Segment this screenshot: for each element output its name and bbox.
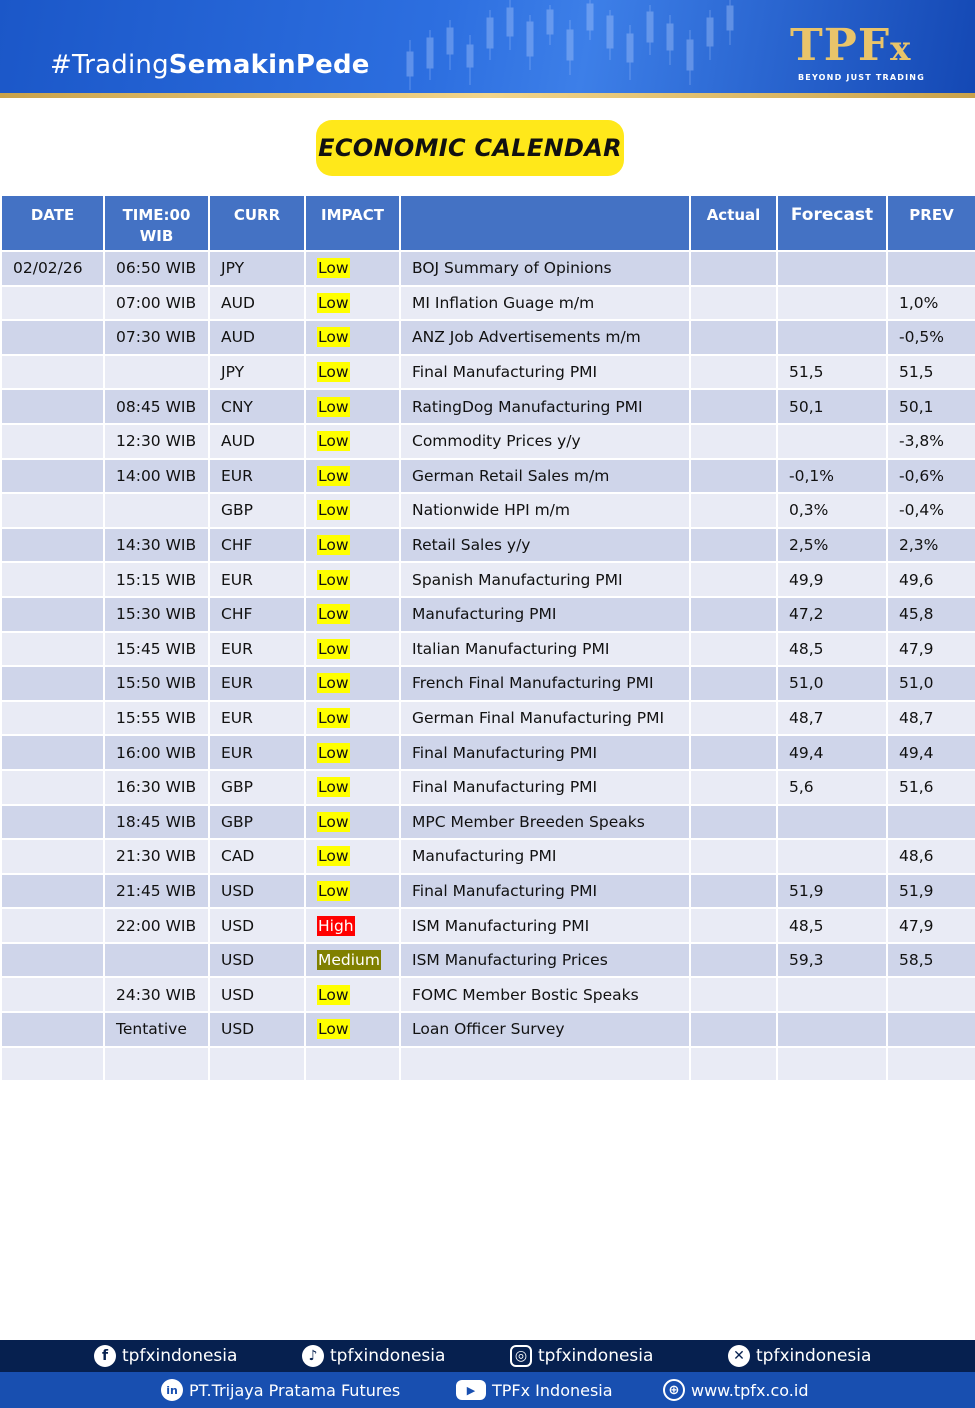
logo-word: TPF (790, 20, 891, 71)
table-row (1, 839, 975, 874)
cell-actual (690, 562, 777, 597)
cell-curr: GBP (209, 770, 305, 805)
cell-prev: 51,5 (887, 355, 975, 390)
cell-time (104, 493, 209, 528)
x-twitter-handle: tpfxindonesia (756, 1346, 872, 1366)
logo-x: x (890, 29, 912, 69)
cell-forecast (777, 320, 887, 355)
cell-event: ISM Manufacturing PMI (400, 908, 690, 943)
cell-impact (305, 355, 400, 390)
cell-date (1, 597, 104, 632)
cell-date (1, 528, 104, 563)
impact-badge: Low (318, 812, 349, 831)
cell-forecast: 49,9 (777, 562, 887, 597)
cell-prev (887, 805, 975, 840)
cell-event: German Final Manufacturing PMI (400, 701, 690, 736)
cell-actual (690, 1012, 777, 1047)
table-row (1, 320, 975, 355)
impact-badge: Low (318, 570, 349, 589)
cell-time: 16:30 WIB (104, 770, 209, 805)
cell-actual (690, 977, 777, 1012)
cell-curr: EUR (209, 459, 305, 494)
cell-date (1, 562, 104, 597)
impact-badge: Low (318, 363, 349, 382)
cell-event: German Retail Sales m/m (400, 459, 690, 494)
impact-badge: Low (318, 605, 349, 624)
cell-prev: 48,7 (887, 701, 975, 736)
cell-forecast: 59,3 (777, 943, 887, 978)
cell-forecast (777, 251, 887, 286)
cell-actual (690, 597, 777, 632)
cell-forecast (777, 1047, 887, 1082)
cell-event: Final Manufacturing PMI (400, 770, 690, 805)
cell-curr: GBP (209, 493, 305, 528)
impact-badge: Low (318, 397, 349, 416)
cell-date (1, 666, 104, 701)
cell-actual (690, 735, 777, 770)
cell-impact (305, 770, 400, 805)
cell-impact (305, 1012, 400, 1047)
cell-date (1, 389, 104, 424)
cell-event: RatingDog Manufacturing PMI (400, 389, 690, 424)
cell-impact (305, 735, 400, 770)
table-body (1, 251, 975, 1081)
cell-prev: 2,3% (887, 528, 975, 563)
cell-forecast: 0,3% (777, 493, 887, 528)
cell-event: Italian Manufacturing PMI (400, 632, 690, 667)
cell-date (1, 908, 104, 943)
header-banner (0, 0, 975, 98)
cell-prev: -0,6% (887, 459, 975, 494)
cell-actual (690, 943, 777, 978)
cell-prev: 47,9 (887, 632, 975, 667)
cell-actual (690, 424, 777, 459)
cell-curr: CHF (209, 597, 305, 632)
cell-time: 07:30 WIB (104, 320, 209, 355)
cell-impact (305, 666, 400, 701)
instagram-handle: tpfxindonesia (538, 1346, 654, 1366)
cell-prev: 47,9 (887, 908, 975, 943)
table-row (1, 977, 975, 1012)
youtube-icon: ▶ (456, 1380, 486, 1400)
table-header-row (1, 195, 975, 251)
cell-prev: 49,4 (887, 735, 975, 770)
cell-curr: JPY (209, 251, 305, 286)
cell-prev: 49,6 (887, 562, 975, 597)
cell-prev: -0,4% (887, 493, 975, 528)
page-title: ECONOMIC CALENDAR (316, 120, 624, 176)
table-row (1, 874, 975, 909)
cell-actual (690, 528, 777, 563)
cell-curr: USD (209, 908, 305, 943)
cell-time: 16:00 WIB (104, 735, 209, 770)
impact-badge: Low (318, 847, 349, 866)
cell-actual (690, 805, 777, 840)
cell-curr (209, 1047, 305, 1082)
hashtag-bold: SemakinPede (168, 50, 370, 80)
cell-event: French Final Manufacturing PMI (400, 666, 690, 701)
table-row (1, 562, 975, 597)
cell-impact (305, 908, 400, 943)
cell-impact (305, 701, 400, 736)
cell-event: Final Manufacturing PMI (400, 355, 690, 390)
youtube-label: TPFx Indonesia (492, 1380, 613, 1400)
cell-forecast (777, 805, 887, 840)
cell-date (1, 1012, 104, 1047)
cell-curr: AUD (209, 424, 305, 459)
table-row (1, 1047, 975, 1082)
cell-actual (690, 701, 777, 736)
cell-prev: 51,6 (887, 770, 975, 805)
instagram-icon: ◎ (510, 1345, 532, 1367)
cell-impact (305, 597, 400, 632)
cell-forecast (777, 424, 887, 459)
footer-x-twitter[interactable] (728, 1345, 871, 1367)
cell-date (1, 424, 104, 459)
cell-impact (305, 320, 400, 355)
cell-curr: AUD (209, 320, 305, 355)
cell-time (104, 943, 209, 978)
table-row (1, 943, 975, 978)
cell-curr: CNY (209, 389, 305, 424)
cell-curr: AUD (209, 286, 305, 321)
impact-badge: Low (318, 639, 349, 658)
cell-curr: GBP (209, 805, 305, 840)
cell-impact (305, 424, 400, 459)
footer-instagram[interactable] (510, 1345, 653, 1367)
cell-impact (305, 286, 400, 321)
table-row (1, 632, 975, 667)
hashtag-slogan (50, 50, 370, 80)
cell-curr: CAD (209, 839, 305, 874)
facebook-handle: tpfxindonesia (122, 1346, 238, 1366)
cell-prev (887, 977, 975, 1012)
cell-actual (690, 908, 777, 943)
impact-badge: Low (318, 1020, 349, 1039)
cell-date (1, 286, 104, 321)
cell-forecast: -0,1% (777, 459, 887, 494)
cell-time: 21:45 WIB (104, 874, 209, 909)
footer-linkedin[interactable] (161, 1379, 400, 1401)
cell-actual (690, 459, 777, 494)
cell-curr: EUR (209, 632, 305, 667)
footer-youtube[interactable] (456, 1380, 613, 1400)
cell-date (1, 320, 104, 355)
cell-forecast: 5,6 (777, 770, 887, 805)
cell-impact (305, 1047, 400, 1082)
column-header-date: DATE (1, 195, 104, 251)
cell-time: 15:15 WIB (104, 562, 209, 597)
cell-actual (690, 355, 777, 390)
cell-event: MI Inflation Guage m/m (400, 286, 690, 321)
footer-links-bar (0, 1372, 975, 1408)
cell-prev: 51,0 (887, 666, 975, 701)
time-header-line1: TIME:00 (122, 206, 191, 224)
cell-event: ISM Manufacturing Prices (400, 943, 690, 978)
cell-date (1, 805, 104, 840)
cell-curr: USD (209, 943, 305, 978)
cell-impact (305, 632, 400, 667)
impact-badge: Low (318, 881, 349, 900)
cell-date (1, 770, 104, 805)
table-row (1, 666, 975, 701)
impact-badge: Low (318, 709, 349, 728)
tiktok-handle: tpfxindonesia (330, 1346, 446, 1366)
column-header-event (400, 195, 690, 251)
cell-date (1, 1047, 104, 1082)
footer-website[interactable] (663, 1379, 808, 1401)
column-header-currency: CURR (209, 195, 305, 251)
cell-impact (305, 943, 400, 978)
cell-time: 15:50 WIB (104, 666, 209, 701)
table-row (1, 770, 975, 805)
table-row (1, 1012, 975, 1047)
cell-event: Loan Officer Survey (400, 1012, 690, 1047)
cell-event: Spanish Manufacturing PMI (400, 562, 690, 597)
cell-time: 21:30 WIB (104, 839, 209, 874)
cell-time: 18:45 WIB (104, 805, 209, 840)
cell-time: 12:30 WIB (104, 424, 209, 459)
candlestick-decoration (400, 0, 760, 98)
cell-actual (690, 632, 777, 667)
cell-date (1, 459, 104, 494)
table-row (1, 251, 975, 286)
cell-forecast (777, 286, 887, 321)
impact-badge: Low (318, 778, 349, 797)
cell-time: 15:30 WIB (104, 597, 209, 632)
cell-curr: USD (209, 1012, 305, 1047)
footer-facebook[interactable] (94, 1345, 237, 1367)
cell-prev: -0,5% (887, 320, 975, 355)
impact-badge: Low (318, 466, 349, 485)
cell-date (1, 943, 104, 978)
cell-impact (305, 839, 400, 874)
cell-impact (305, 977, 400, 1012)
logo-tagline: BEYOND JUST TRADING (798, 73, 925, 82)
cell-impact (305, 528, 400, 563)
cell-time: 06:50 WIB (104, 251, 209, 286)
cell-date (1, 977, 104, 1012)
cell-actual (690, 839, 777, 874)
cell-time: 22:00 WIB (104, 908, 209, 943)
tpfx-logo (790, 20, 940, 82)
cell-event: Manufacturing PMI (400, 597, 690, 632)
cell-event: Manufacturing PMI (400, 839, 690, 874)
cell-forecast: 48,7 (777, 701, 887, 736)
cell-date (1, 839, 104, 874)
cell-date (1, 632, 104, 667)
column-header-forecast: Forecast (777, 195, 887, 251)
cell-time: 24:30 WIB (104, 977, 209, 1012)
impact-badge: Low (318, 985, 349, 1004)
cell-date (1, 735, 104, 770)
cell-forecast: 51,0 (777, 666, 887, 701)
cell-actual (690, 1047, 777, 1082)
cell-actual (690, 770, 777, 805)
cell-event: ANZ Job Advertisements m/m (400, 320, 690, 355)
cell-curr: JPY (209, 355, 305, 390)
cell-forecast: 51,5 (777, 355, 887, 390)
cell-time (104, 1047, 209, 1082)
cell-curr: EUR (209, 562, 305, 597)
cell-impact (305, 874, 400, 909)
cell-curr: EUR (209, 666, 305, 701)
table-row (1, 735, 975, 770)
cell-curr: USD (209, 874, 305, 909)
globe-icon: ⊕ (663, 1379, 685, 1401)
cell-impact (305, 805, 400, 840)
facebook-icon: f (94, 1345, 116, 1367)
cell-time: 08:45 WIB (104, 389, 209, 424)
cell-date (1, 355, 104, 390)
table-row (1, 528, 975, 563)
website-label: www.tpfx.co.id (691, 1380, 809, 1400)
impact-badge: Low (318, 328, 349, 347)
impact-badge: High (318, 916, 354, 935)
cell-prev: 48,6 (887, 839, 975, 874)
cell-actual (690, 251, 777, 286)
cell-curr: CHF (209, 528, 305, 563)
column-header-impact: IMPACT (305, 195, 400, 251)
cell-forecast (777, 839, 887, 874)
cell-time (104, 355, 209, 390)
cell-prev: 58,5 (887, 943, 975, 978)
cell-prev: 1,0% (887, 286, 975, 321)
cell-impact (305, 562, 400, 597)
table-row (1, 286, 975, 321)
table-row (1, 355, 975, 390)
cell-event: FOMC Member Bostic Speaks (400, 977, 690, 1012)
linkedin-label: PT.Trijaya Pratama Futures (189, 1380, 401, 1400)
footer-tiktok[interactable] (302, 1345, 445, 1367)
table-row (1, 908, 975, 943)
table-row (1, 424, 975, 459)
cell-actual (690, 493, 777, 528)
cell-prev (887, 1012, 975, 1047)
cell-forecast: 48,5 (777, 908, 887, 943)
impact-badge: Low (318, 432, 349, 451)
cell-event: Nationwide HPI m/m (400, 493, 690, 528)
hashtag-prefix: #Trading (50, 50, 169, 80)
table-row (1, 597, 975, 632)
cell-forecast (777, 1012, 887, 1047)
impact-badge: Low (318, 501, 349, 520)
linkedin-icon: in (161, 1379, 183, 1401)
table-row (1, 459, 975, 494)
impact-badge: Low (318, 674, 349, 693)
cell-time: 15:45 WIB (104, 632, 209, 667)
cell-event (400, 1047, 690, 1082)
column-header-actual: Actual (690, 195, 777, 251)
footer-social-bar (0, 1340, 975, 1372)
cell-impact (305, 459, 400, 494)
cell-forecast: 49,4 (777, 735, 887, 770)
tiktok-icon: ♪ (302, 1345, 324, 1367)
column-header-prev: PREV (887, 195, 975, 251)
impact-badge: Low (318, 293, 349, 312)
cell-prev (887, 1047, 975, 1082)
cell-curr: USD (209, 977, 305, 1012)
cell-event: Retail Sales y/y (400, 528, 690, 563)
cell-date (1, 701, 104, 736)
table-row (1, 389, 975, 424)
cell-prev: 50,1 (887, 389, 975, 424)
cell-forecast: 50,1 (777, 389, 887, 424)
cell-forecast (777, 977, 887, 1012)
gold-divider (0, 93, 975, 98)
cell-actual (690, 874, 777, 909)
time-header-line2: WIB (139, 227, 174, 245)
cell-date (1, 493, 104, 528)
cell-actual (690, 666, 777, 701)
cell-impact (305, 251, 400, 286)
cell-date (1, 874, 104, 909)
cell-curr: EUR (209, 701, 305, 736)
cell-event: Commodity Prices y/y (400, 424, 690, 459)
cell-time: 07:00 WIB (104, 286, 209, 321)
cell-prev: 45,8 (887, 597, 975, 632)
cell-prev: -3,8% (887, 424, 975, 459)
cell-prev: 51,9 (887, 874, 975, 909)
cell-curr: EUR (209, 735, 305, 770)
impact-badge: Low (318, 536, 349, 555)
table-row (1, 701, 975, 736)
cell-actual (690, 286, 777, 321)
cell-prev (887, 251, 975, 286)
cell-impact (305, 493, 400, 528)
cell-date: 02/02/26 (1, 251, 104, 286)
table-row (1, 805, 975, 840)
cell-time: Tentative (104, 1012, 209, 1047)
cell-forecast: 47,2 (777, 597, 887, 632)
impact-badge: Medium (318, 951, 380, 970)
impact-badge: Low (318, 259, 349, 278)
impact-badge: Low (318, 743, 349, 762)
cell-event: MPC Member Breeden Speaks (400, 805, 690, 840)
cell-time: 14:00 WIB (104, 459, 209, 494)
economic-calendar-table (0, 194, 975, 1082)
table-row (1, 493, 975, 528)
cell-event: Final Manufacturing PMI (400, 735, 690, 770)
cell-impact (305, 389, 400, 424)
cell-forecast: 2,5% (777, 528, 887, 563)
cell-actual (690, 389, 777, 424)
cell-forecast: 48,5 (777, 632, 887, 667)
cell-event: BOJ Summary of Opinions (400, 251, 690, 286)
cell-actual (690, 320, 777, 355)
cell-forecast: 51,9 (777, 874, 887, 909)
x-twitter-icon: ✕ (728, 1345, 750, 1367)
column-header-time (104, 195, 209, 251)
cell-time: 15:55 WIB (104, 701, 209, 736)
cell-time: 14:30 WIB (104, 528, 209, 563)
cell-event: Final Manufacturing PMI (400, 874, 690, 909)
